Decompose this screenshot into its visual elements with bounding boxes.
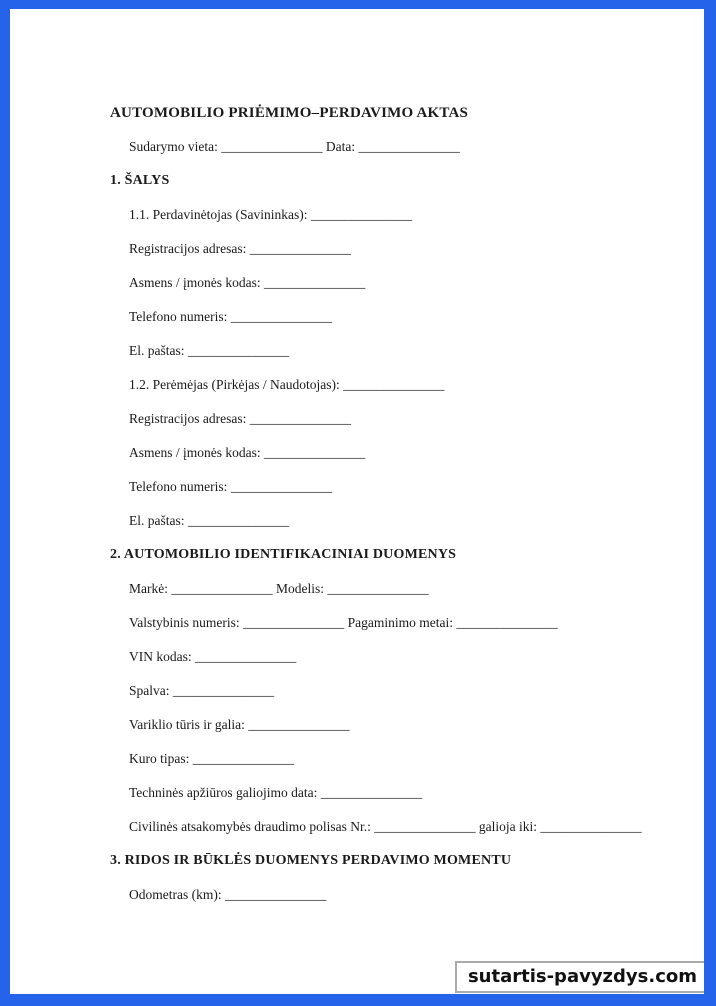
fill-in-blank: _______________ (358, 139, 460, 154)
form-field-line (110, 742, 684, 776)
form-field-line (110, 470, 684, 504)
field-label: Spalva: (129, 683, 170, 698)
field-label: Data: (325, 139, 356, 154)
section-heading: 1. ŠALYS (110, 173, 170, 188)
field-label: Modelis: (275, 581, 324, 596)
field-label: Kuro tipas: (129, 751, 190, 766)
fill-in-blank: _______________ (249, 241, 351, 256)
fill-in-blank: _______________ (187, 513, 290, 528)
field-label: El. paštas: (129, 343, 185, 358)
form-field-line (110, 674, 684, 708)
field-label: 1.2. Perėmėjas (Pirkėjas / Naudotojas): (129, 377, 340, 392)
fill-in-blank: _______________ (540, 819, 642, 834)
form-field-line (110, 266, 684, 300)
field-label: Sudarymo vieta: (129, 139, 218, 154)
field-label: VIN kodas: (129, 649, 192, 664)
section-heading: 2. AUTOMOBILIO IDENTIFIKACINIAI DUOMENYS (110, 547, 457, 562)
field-label: Telefono numeris: (129, 479, 228, 494)
form-field-line (110, 402, 684, 436)
form-field-line (110, 300, 684, 334)
fill-in-blank: _______________ (456, 615, 558, 630)
field-label: Markė: (129, 581, 168, 596)
field-label: galioja iki: (478, 819, 537, 834)
fill-in-blank: _______________ (192, 751, 294, 766)
fill-in-blank: _______________ (264, 275, 366, 290)
form-field-line (110, 776, 684, 810)
form-field-line (110, 334, 684, 368)
fill-in-blank: _______________ (310, 207, 413, 222)
field-label: Asmens / įmonės kodas: (129, 445, 261, 460)
form-field-line (110, 504, 684, 538)
field-label: El. paštas: (129, 513, 185, 528)
field-label: Odometras (km): (129, 887, 222, 902)
form-field-line (110, 232, 684, 266)
document-body (110, 130, 684, 912)
fill-in-blank: _______________ (230, 479, 333, 494)
form-field-line (110, 708, 684, 742)
fill-in-blank: _______________ (171, 581, 273, 596)
field-label: Civilinės atsakomybės draudimo polisas Nr.: (129, 819, 371, 834)
field-label: Valstybinis numeris: (129, 615, 240, 630)
fill-in-blank: _______________ (249, 411, 351, 426)
field-label: Asmens / įmonės kodas: (129, 275, 261, 290)
fill-in-blank: _______________ (248, 717, 350, 732)
fill-in-blank: _______________ (172, 683, 275, 698)
fill-in-blank: _______________ (327, 581, 429, 596)
watermark-badge (455, 961, 710, 993)
form-field-line (110, 878, 684, 912)
field-label: Telefono numeris: (129, 309, 228, 324)
fill-in-blank: _______________ (343, 377, 445, 392)
form-field-line (110, 572, 684, 606)
fill-in-blank: _______________ (224, 887, 327, 902)
field-label: Registracijos adresas: (129, 411, 247, 426)
field-label: 1.1. Perdavinėtojas (Savininkas): (129, 207, 308, 222)
document-content (10, 9, 704, 912)
fill-in-blank: _______________ (230, 309, 333, 324)
document-title: AUTOMOBILIO PRIĖMIMO–PERDAVIMO AKTAS (110, 105, 469, 121)
form-field-line (110, 810, 684, 844)
watermark-text: sutartis-pavyzdys.com (467, 966, 697, 987)
fill-in-blank: _______________ (320, 785, 422, 800)
fill-in-blank: _______________ (195, 649, 297, 664)
field-label: Variklio tūris ir galia: (129, 717, 245, 732)
fill-in-blank: _______________ (264, 445, 366, 460)
form-field-line (110, 436, 684, 470)
fill-in-blank: _______________ (221, 139, 323, 154)
field-label: Registracijos adresas: (129, 241, 247, 256)
form-field-line (110, 606, 684, 640)
fill-in-blank: _______________ (374, 819, 476, 834)
form-field-line (110, 130, 684, 164)
form-field-line (110, 368, 684, 402)
section-heading: 3. RIDOS IR BŪKLĖS DUOMENYS PERDAVIMO MOMENTU (110, 853, 512, 868)
form-field-line (110, 198, 684, 232)
field-label: Pagaminimo metai: (347, 615, 453, 630)
fill-in-blank: _______________ (187, 343, 290, 358)
field-label: Techninės apžiūros galiojimo data: (129, 785, 318, 800)
form-field-line (110, 640, 684, 674)
fill-in-blank: _______________ (243, 615, 345, 630)
